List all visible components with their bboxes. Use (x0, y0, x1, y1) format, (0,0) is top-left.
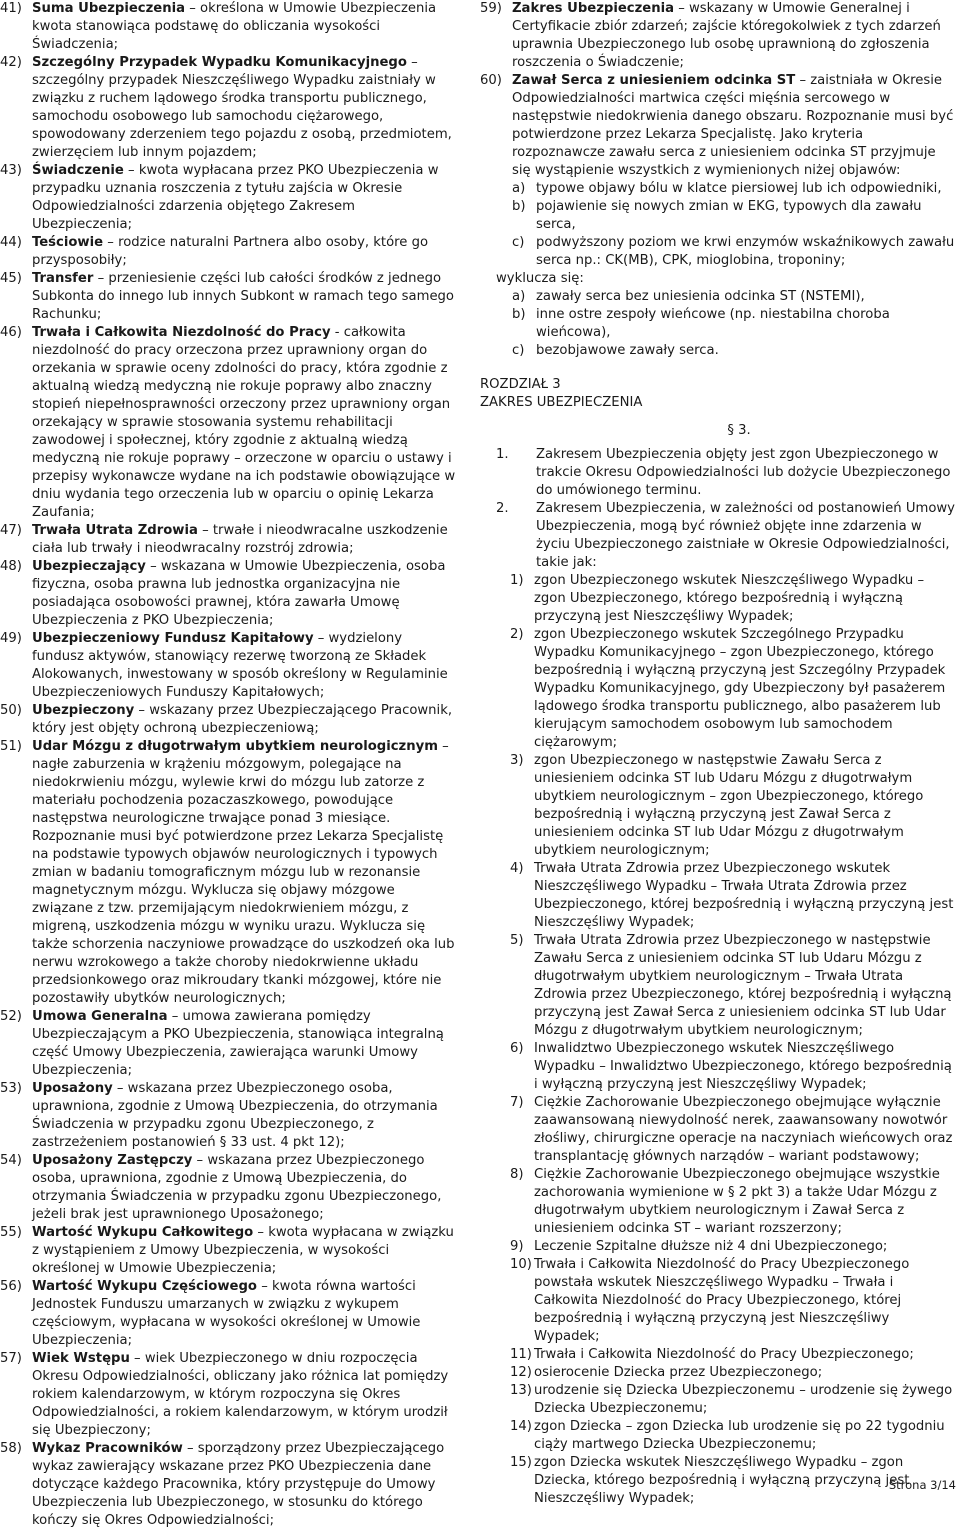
item-number: 58) (0, 1441, 22, 1456)
item-number: 47) (0, 523, 22, 538)
definition-item (480, 572, 958, 626)
definition-text: Zakresem Ubezpieczenia objęty jest zgon Ubezpieczonego w trakcie Okresu Odpowiedzialności lub dożycie Ubezpieczonego do umówionego terminu. (536, 447, 951, 498)
definition-text: – wydzielony fundusz aktywów, stanowiący rezerwę tworzoną ze Składek Alokowanych, inwestowany w sposób określony w Regulaminie Ubezpieczeniowych Funduszy Kapitałowych; (32, 631, 448, 700)
item-number: b) (512, 199, 526, 214)
item-number: 10) (510, 1257, 532, 1272)
right-definitions (480, 0, 958, 180)
definition-item (0, 702, 458, 738)
chapter-title: ZAKRES UBEZPIECZENIA (480, 395, 643, 410)
definition-text: osierocenie Dziecka przez Ubezpieczonego; (534, 1365, 823, 1380)
item-number: 7) (510, 1095, 524, 1110)
excludes-list (480, 288, 958, 360)
definition-item (480, 1382, 958, 1418)
definition-item (0, 1440, 458, 1530)
definition-item (480, 752, 958, 860)
item-number: 51) (0, 739, 22, 754)
definition-text: zawały serca bez uniesienia odcinka ST (NSTEMI), (536, 289, 865, 304)
definition-text: Trwała Utrata Zdrowia przez Ubezpieczonego w następstwie Zawału Serca z uniesieniem odcinka ST lub Udaru Mózgu z długotrwałym ubytkiem neurologicznym – Trwała Utrata Zdrowia przez Ubezpieczonego, której bezpośrednią i wyłączną przyczyną jest Zawał Serca z uniesieniem odcinka ST lub Udar Mózgu z długotrwałym ubytkiem neurologicznym; (534, 933, 952, 1038)
item-number: 2) (510, 627, 524, 642)
definition-item (480, 288, 958, 306)
item-number: 6) (510, 1041, 524, 1056)
definition-text: Inwalidztwo Ubezpieczonego wskutek Nieszczęśliwego Wypadku – Inwalidztwo Ubezpieczonego, którego bezpośrednią i wyłączną przyczyną jest Nieszczęśliwy Wypadek; (534, 1041, 952, 1092)
definition-text: – wskazana w Umowie Ubezpieczenia, osoba fizyczna, osoba prawna lub jednostka organizacyjna nie posiadająca osobowości prawnej, która zawarła Umowę Ubezpieczenia z PKO Ubezpieczenia; (32, 559, 446, 628)
term: Udar Mózgu z długotrwałym ubytkiem neurologicznym (32, 739, 438, 754)
item-number: 1. (496, 447, 509, 462)
item-number: c) (512, 343, 525, 358)
item-number: a) (512, 289, 526, 304)
definition-text: – umowa zawierana pomiędzy Ubezpieczającym a PKO Ubezpieczenia, stanowiąca integralną część Umowy Ubezpieczenia, zawierająca warunki Umowy Ubezpieczenia; (32, 1009, 444, 1078)
term: Umowa Generalna (32, 1009, 168, 1024)
definition-item (0, 1350, 458, 1440)
definition-text: zgon Ubezpieczonego wskutek Szczególnego Przypadku Wypadku Komunikacyjnego – zgon Ubezpieczonego, którego bezpośrednią i wyłączną przyczyną jest Szczególny Przypadek Wypadku Komunikacyjnego, gdy Ubezpieczony był pasażerem lądowego środka transportu publicznego, albo pasażerem lub kierującym samochodem osobowym lub samochodem ciężarowym; (534, 627, 946, 750)
definition-text: – wiek Ubezpieczonego w dniu rozpoczęcia Okresu Odpowiedzialności, obliczany jako różnica lat pomiędzy rokiem kalendarzowym, w którym rozpoczyna się Okres Odpowiedzialności, a rokiem kalendarzowym, w którym urodził się Ubezpieczony; (32, 1351, 449, 1438)
definition-item (0, 1224, 458, 1278)
definition-text: Ciężkie Zachorowanie Ubezpieczonego obejmujące wszystkie zachorowania wymienione w § 2 pkt 3) a także Udar Mózgu z długotrwałym ubytkiem neurologicznym i Zawał Serca z uniesieniem odcinka ST – wariant rozszerzony; (534, 1167, 940, 1236)
item-number: 44) (0, 235, 22, 250)
scope-points (480, 446, 958, 1508)
excludes-label: wyklucza się: (496, 271, 584, 286)
item-number: 9) (510, 1239, 524, 1254)
definition-text: – sporządzony przez Ubezpieczającego wykaz zawierający wskazane przez PKO Ubezpieczenia dane dotyczące każdego Pracownika, który przystępuje do Umowy Ubezpieczenia lub Ubezpieczonego, w stosunku do którego kończy się Okres Odpowiedzialności; (32, 1441, 445, 1528)
definition-text: inne ostre zespoły wieńcowe (np. niestabilna choroba wieńcowa), (536, 307, 890, 340)
definition-text: Rozpoznanie musi być potwierdzone przez Lekarza Specjalistę na podstawie typowych objawów neurologicznych i typowych zmian w badaniu tomograficznym mózgu lub w rezonansie magnetycznym mózgu. Wyklucza się objawy mózgowe związane z tzw. przemijającym niedokrwieniem mózgu, z migreną, uszkodzenia mózgu w wyniku urazu. Wyklucza się także schorzenia naczyniowe prowadzące do uszkodzeń oka lub nerwu wzrokowego a także choroby niedokrwienne układu przedsionkowego oraz mikroudary tkanki mózgowej, które nie pozostawiły ubytków neurologicznych; (32, 829, 455, 1006)
definition-item (480, 626, 958, 752)
definition-text: typowe objawy bólu w klatce piersiowej lub ich odpowiedniki, (536, 181, 942, 196)
definition-item (480, 860, 958, 932)
definition-item (480, 1238, 958, 1256)
term: Ubezpieczony (32, 703, 135, 718)
definition-text: - całkowita niezdolność do pracy orzeczona przez uprawniony organ do orzekania w sprawie oceny zdolności do pracy, która zgodnie z aktualną wiedzą medyczną nie rokuje poprawy albo znaczny stopień niepełnosprawności orzeczony przez uprawniony organ orzekający w sprawie stosowania systemu rehabilitacji zawodowej i społecznej, który zgodnie z aktualną wiedzą medyczną nie rokuje poprawy – orzeczone w oparciu o ustawy i przepisy wykonawcze wydane na ich podstawie obowiązujące w dniu wydania tego orzeczenia lub w oparciu o opinię Lekarza Zaufania; (32, 325, 456, 520)
definition-item (480, 0, 958, 72)
definition-item (0, 1080, 458, 1152)
definition-text: Trwała i Całkowita Niezdolność do Pracy Ubezpieczonego powstała wskutek Nieszczęśliwego Wypadku – Trwała i Całkowita Niezdolność do Pracy Ubezpieczonego, której bezpośrednią i wyłączną przyczyną jest Nieszczęśliwy Wypadek; (534, 1257, 910, 1344)
term: Ubezpieczający (32, 559, 146, 574)
definition-text: – wskazana przez Ubezpieczonego osoba, uprawniona, zgodnie z Umową Ubezpieczenia, do otrzymania Świadczenia w przypadku zgonu Ubezpieczonego, z zastrzeżeniem postanowień § 33 ust. 4 pkt 12); (32, 1081, 438, 1150)
item-number: c) (512, 235, 525, 250)
item-number: 12) (510, 1365, 532, 1380)
definition-item (480, 1346, 958, 1364)
item-number: 59) (480, 1, 502, 16)
definition-text: Trwała i Całkowita Niezdolność do Pracy Ubezpieczonego; (534, 1347, 914, 1362)
item-number: 52) (0, 1009, 22, 1024)
item-number: 5) (510, 933, 524, 948)
definition-item (0, 828, 458, 1008)
term: Zawał Serca z uniesieniem odcinka ST (512, 73, 796, 88)
definition-text: Leczenie Szpitalne dłuższe niż 4 dni Ubezpieczonego; (534, 1239, 888, 1254)
definition-text: pojawienie się nowych zmian w EKG, typowych dla zawału serca, (536, 199, 922, 232)
item-number: 8) (510, 1167, 524, 1182)
definition-item (0, 234, 458, 270)
term: Wartość Wykupu Całkowitego (32, 1225, 254, 1240)
definition-text: Zakresem Ubezpieczenia, w zależności od postanowień Umowy Ubezpieczenia, mogą być również objęte inne zdarzenia w życiu Ubezpieczonego zaistniałe w Okresie Odpowiedzialności, takie jak: (536, 501, 955, 570)
definition-text: zgon Ubezpieczonego wskutek Nieszczęśliwego Wypadku – zgon Ubezpieczonego, którego bezpośrednią i wyłączną przyczyną jest Nieszczęśliwy Wypadek; (534, 573, 925, 624)
term: Teściowie (32, 235, 104, 250)
definition-text: bezobjawowe zawały serca. (536, 343, 719, 358)
definition-text: zgon Dziecka wskutek Nieszczęśliwego Wypadku – zgon Dziecka, którego bezpośrednią i wyłączną przyczyną jest Nieszczęśliwy Wypadek; (534, 1455, 910, 1506)
item-number: 50) (0, 703, 22, 718)
definition-text: – rodzice naturalni Partnera albo osoby, które go przysposobiły; (32, 235, 429, 268)
definition-item (480, 306, 958, 342)
term: Wykaz Pracowników (32, 1441, 183, 1456)
definition-text: – wskazana przez Ubezpieczonego osoba, uprawniona, zgodnie z Umową Ubezpieczenia, do otrzymania Świadczenia w przypadku zgonu Ubezpieczonego, jeżeli brak jest uprawnionego Uposażonego; (32, 1153, 442, 1222)
right-column (480, 0, 958, 1508)
term: Trwała i Całkowita Niezdolność do Pracy (32, 325, 331, 340)
item-number: 3) (510, 753, 524, 768)
item-number: 42) (0, 55, 22, 70)
item-number: 49) (0, 631, 22, 646)
definition-item (0, 558, 458, 630)
definition-item (480, 1454, 958, 1508)
definition-text: – określona w Umowie Ubezpieczenia kwota stanowiąca podstawę do obliczania wysokości Świadczenia; (32, 1, 437, 52)
definition-item (480, 234, 958, 270)
term: Świadczenie (32, 163, 124, 178)
definition-text: podwyższony poziom we krwi enzymów wskaźnikowych zawału serca np.: CK(MB), CPK, mioglobina, troponiny; (536, 235, 955, 268)
item-number: 56) (0, 1279, 22, 1294)
item-number: a) (512, 181, 526, 196)
item-number: 2. (496, 501, 509, 516)
definition-item (0, 630, 458, 702)
definition-item (0, 738, 458, 828)
item-number: 41) (0, 1, 22, 16)
definition-item (480, 198, 958, 234)
definition-item (0, 1008, 458, 1080)
item-number: 4) (510, 861, 524, 876)
item-number: 60) (480, 73, 502, 88)
item-number: 13) (510, 1383, 532, 1398)
left-column (0, 0, 458, 1530)
item-number: 48) (0, 559, 22, 574)
definition-item (480, 72, 958, 180)
definition-item (0, 270, 458, 324)
definition-item (480, 1166, 958, 1238)
definition-item (0, 1152, 458, 1224)
item-number: 15) (510, 1455, 532, 1470)
definition-item (0, 324, 458, 522)
definition-text: – zaistniała w Okresie Odpowiedzialności martwica części mięśnia sercowego w następstwie niedokrwienia danego obszaru. Rozpoznanie musi być potwierdzone przez Lekarza Specjalistę. Jako kryteria rozpoznawcze zawału serca z uniesieniem odcinka ST przyjmuje się wystąpienie wszystkich z wymienionych niżej objawów: (512, 73, 954, 178)
item-number: 14) (510, 1419, 532, 1434)
definition-item (0, 162, 458, 234)
paragraph-sign: § 3. (727, 423, 751, 438)
item-number: 43) (0, 163, 22, 178)
definition-item (480, 500, 958, 572)
item-number: 11) (510, 1347, 532, 1362)
definition-text: – wskazany w Umowie Generalnej i Certyfikacie zbiór zdarzeń; zajście któregokolwiek z tych zdarzeń uprawnia Ubezpieczonego lub osobę uprawnioną do zgłoszenia roszczenia o Świadczenie; (512, 1, 941, 70)
term: Trwała Utrata Zdrowia (32, 523, 198, 538)
chapter-number: ROZDZIAŁ 3 (480, 377, 561, 392)
definition-item (0, 1278, 458, 1350)
definition-item (480, 1040, 958, 1094)
item-number: 53) (0, 1081, 22, 1096)
definition-item (0, 0, 458, 54)
term: Uposażony Zastępczy (32, 1153, 193, 1168)
definition-text: zgon Dziecka – zgon Dziecka lub urodzenie się po 22 tygodniu ciąży martwego Dziecka Ubezpieczonemu; (534, 1419, 945, 1452)
item-number: 1) (510, 573, 524, 588)
definition-text: urodzenie się Dziecka Ubezpieczonemu – urodzenie się żywego Dziecka Ubezpieczonemu; (534, 1383, 953, 1416)
definition-text: Ciężkie Zachorowanie Ubezpieczonego obejmujące wyłącznie zaawansowaną niewydolność nerek, zaawansowany nowotwór złośliwy, chirurgiczne operacje na naczyniach wieńcowych oraz transplantację głównych narządów – wariant podstawowy; (534, 1095, 953, 1164)
definition-item (480, 932, 958, 1040)
item-number: b) (512, 307, 526, 322)
definition-text: zgon Ubezpieczonego w następstwie Zawału Serca z uniesieniem odcinka ST lub Udaru Mózgu z długotrwałym ubytkiem neurologicznym – zgon Ubezpieczonego, którego bezpośrednią i wyłączną przyczyną jest Zawał Serca z uniesieniem odcinka ST lub Udar Mózgu z długotrwałym ubytkiem neurologicznym; (534, 753, 924, 858)
definition-text: – trwałe i nieodwracalne uszkodzenie ciała lub trwały i nieodwracalny rozstrój zdrowia; (32, 523, 448, 556)
term: Szczególny Przypadek Wypadku Komunikacyjnego (32, 55, 407, 70)
definition-item (480, 180, 958, 198)
definition-text: – szczególny przypadek Nieszczęśliwego Wypadku zaistniały w związku z ruchem lądowego środka transportu publicznego, samochodu osobowego lub samochodu ciężarowego, spowodowany zderzeniem tego pojazdu z osobą, przedmiotem, zwierzęciem lub innym pojazdem; (32, 55, 452, 160)
definition-text: – kwota wypłacana w związku z wystąpieniem z Umowy Ubezpieczenia, w wysokości określonej w Umowie Ubezpieczenia; (32, 1225, 454, 1276)
term: Wiek Wstępu (32, 1351, 130, 1366)
term: Transfer (32, 271, 94, 286)
term: Zakres Ubezpieczenia (512, 1, 675, 16)
definition-item (480, 1256, 958, 1346)
definition-text: Trwała Utrata Zdrowia przez Ubezpieczonego wskutek Nieszczęśliwego Wypadku – Trwała Utrata Zdrowia przez Ubezpieczonego, której bezpośrednią i wyłączną przyczyną jest Nieszczęśliwy Wypadek; (534, 861, 954, 930)
definition-item (0, 522, 458, 558)
definition-item (480, 342, 958, 360)
item-number: 46) (0, 325, 22, 340)
definition-text: – kwota równa wartości Jednostek Funduszu umarzanych w związku z wykupem częściowym, wypłacana w wysokości określonej w Umowie Ubezpieczenia; (32, 1279, 421, 1348)
term: Ubezpieczeniowy Fundusz Kapitałowy (32, 631, 314, 646)
definition-item (0, 54, 458, 162)
definition-item (480, 1094, 958, 1166)
definition-item (480, 1364, 958, 1382)
item-number: 57) (0, 1351, 22, 1366)
definition-item (480, 446, 958, 500)
page-number: Strona 3/14 (888, 1478, 956, 1492)
term: Wartość Wykupu Częściowego (32, 1279, 257, 1294)
definition-item (480, 1418, 958, 1454)
definition-text: – nagłe zaburzenia w krążeniu mózgowym, polegające na niedokrwieniu mózgu, wylewie krwi do mózgu lub zatorze z materiału pochodzenia pozaczaszkowego, powodujące następstwa neurologiczne trwające ponad 3 miesiące. (32, 739, 449, 826)
item-number: 55) (0, 1225, 22, 1240)
criteria-list (480, 180, 958, 270)
definition-text: – przeniesienie części lub całości środków z jednego Subkonta do innego lub innych Subkont w ramach tego samego Rachunku; (32, 271, 454, 322)
definition-text: – kwota wypłacana przez PKO Ubezpieczenia w przypadku uznania roszczenia z tytułu zajścia w Okresie Odpowiedzialności zdarzenia objętego Zakresem Ubezpieczenia; (32, 163, 439, 232)
term: Uposażony (32, 1081, 113, 1096)
item-number: 45) (0, 271, 22, 286)
item-number: 54) (0, 1153, 22, 1168)
definition-text: – wskazany przez Ubezpieczającego Pracownik, który jest objęty ochroną ubezpieczeniową; (32, 703, 453, 736)
term: Suma Ubezpieczenia (32, 1, 186, 16)
